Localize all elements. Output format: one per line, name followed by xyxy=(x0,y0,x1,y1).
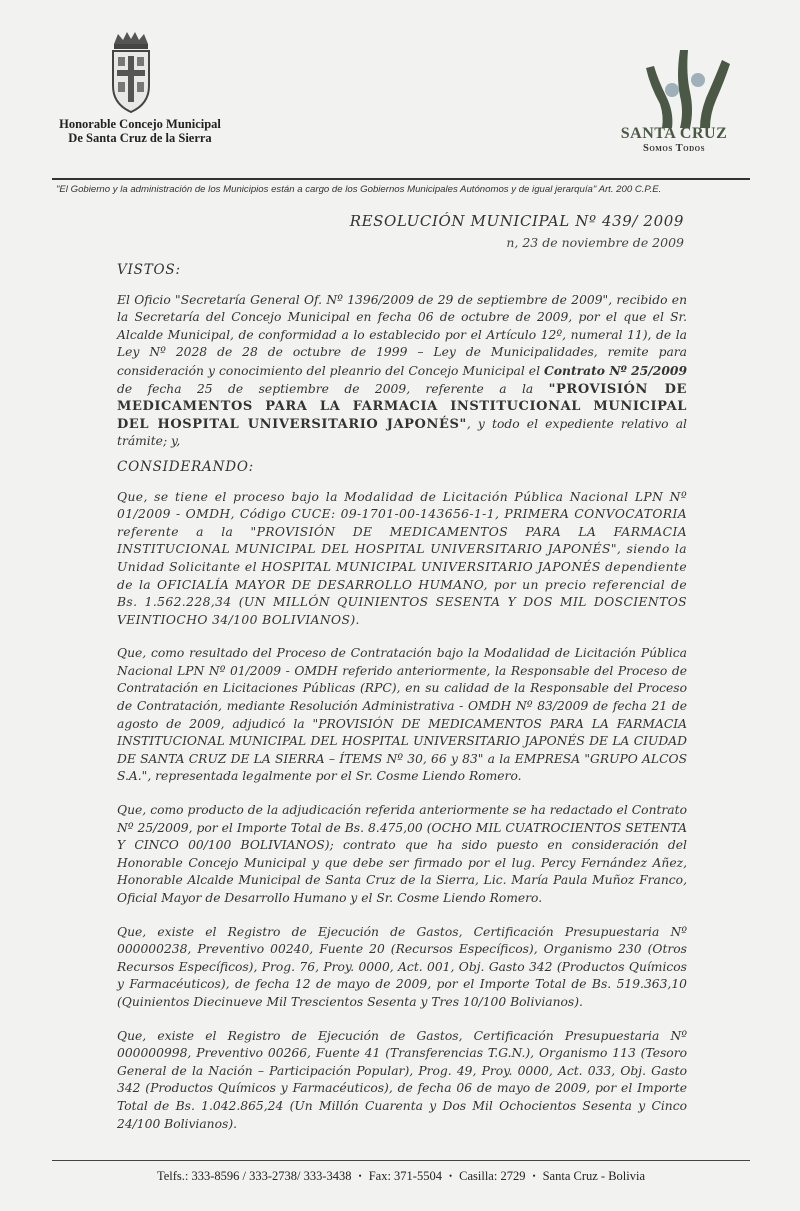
constitution-quote: "El Gobierno y la administración de los Municipios están a cargo de los Gobiernos Municipales Autónomos y de igual jerarquía" Art. 200 C.P.E. xyxy=(56,184,662,195)
document-body xyxy=(117,256,687,1149)
footer-fax: Fax: 371-5504 xyxy=(368,1169,442,1183)
considerando-paragraph-5: Que, existe el Registro de Ejecución de Gastos, Certificación Presupuestaria Nº 000000998, Preventivo 00266, Fuente 41 (Transferencias T.G.N.), Organismo 113 (Tesoro General de la Nación – Participación Popular), Prog. 49, Proy. 0000, Act. 033, Obj. Gasto 342 (Productos Químicos y Farmacéuticos), de fecha 06 de mayo de 2009, por el Importe Total de Bs. 1.042.865,24 (Un Millón Cuarenta y Dos Mil Ochocientos Sesenta y Cinco 24/100 Bolivianos). xyxy=(117,1028,687,1131)
vistos-paragraph xyxy=(117,292,687,451)
footer-location: Santa Cruz - Bolivia xyxy=(542,1169,646,1183)
coat-of-arms-icon xyxy=(108,30,154,116)
considerando-heading: CONSIDERANDO: xyxy=(117,458,255,475)
city-slogan: Somos Todos xyxy=(642,143,705,154)
vistos-text-1: El Oficio "Secretaría General Of. Nº 1396/2009 de 29 de septiembre de 2009", recibido en la Secretaría del Concejo Municipal en fecha 06 de octubre de 2009, por el que el Sr. Alcalde Municipal, de conformidad a lo establecido por el Artículo 12º, numeral 11), de la Ley Nº 2028 de 28 de octubre de 1999 – Ley de Municipalidades, remite para consideración y conocimiento del pleanrio del Concejo Municipal el xyxy=(117,292,687,378)
city-name: SANTA CRUZ xyxy=(620,125,728,142)
considerando-paragraph-2: Que, como resultado del Proceso de Contratación bajo la Modalidad de Licitación Pública Nacional LPN Nº 01/2009 - OMDH referido anteriormente, la Responsable del Proceso de Contratación en Licitaciones Públicas (RPC), en su calidad de la Responsable del Proceso de Contratación, mediante Resolución Administrativa - OMDH Nº 83/2009 de fecha 21 de agosto de 2009, adjudicó la "PROVISIÓN DE MEDICAMENTOS PARA LA FARMACIA INSTITUCIONAL MUNICIPAL DEL HOSPITAL UNIVERSITARIO JAPONÉS DE LA CIUDAD DE SANTA CRUZ DE LA SIERRA – ÍTEMS Nº 30, 66 y 83" a la EMPRESA "GRUPO ALCOS S.A.", representada legalmente por el Sr. Cosme Liendo Romero. xyxy=(117,646,687,784)
footer-separator: • xyxy=(448,1171,453,1181)
footer-phones: Telfs.: 333-8596 / 333-2738/ 333-3438 xyxy=(156,1169,352,1183)
footer-separator: • xyxy=(532,1171,536,1181)
considerando-paragraph-1: Que, se tiene el proceso bajo la Modalidad de Licitación Pública Nacional LPN Nº 01/2009 - OMDH, Código CUCE: 09-1701-00-143656-1-1, PRIMERA CONVOCATORIA referente a la "PROVISIÓN DE MEDICAMENTOS PARA LA FARMACIA INSTITUCIONAL MUNICIPAL DEL HOSPITAL UNIVERSITARIO JAPONÉS", siendo la Unidad Solicitante el HOSPITAL MUNICIPAL UNIVERSITARIO JAPONÉS dependiente de la OFICIALÍA MAYOR DE DESARROLLO HUMANO, por un precio referencial de Bs. 1.562.228,34 (UN MILLÓN QUINIENTOS SESENTA Y DOS MIL DOSCIENTOS VEINTIOCHO 34/100 BOLIVIANOS). xyxy=(117,489,687,627)
header-divider xyxy=(52,178,750,180)
resolution-date: n, 23 de noviembre de 2009 xyxy=(506,235,684,250)
vistos-heading: VISTOS: xyxy=(117,262,181,278)
footer-separator: • xyxy=(358,1171,362,1181)
considerando-paragraph-3: Que, como producto de la adjudicación referida anteriormente se ha redactado el Contrato Nº 25/2009, por el Importe Total de Bs. 8.475,00 (OCHO MIL CUATROCIENTOS SETENTA Y CINCO 00/100 BOLIVIANOS); contrato que ha sido puesto en consideración del Honorable Concejo Municipal y que debe ser firmado por el lug. Percy Fernández Añez, Honorable Alcalde Municipal de Santa Cruz de la Sierra, Lic. María Paula Muñoz Franco, Oficial Mayor de Desarrollo Humano y el Sr. Cosme Liendo Romero. xyxy=(117,803,687,905)
footer-casilla: Casilla: 2729 xyxy=(459,1169,526,1183)
council-name xyxy=(40,117,240,145)
vistos-text-3: , y todo el expediente relativo al trámite; y, xyxy=(117,416,687,449)
considerando-paragraph-4: Que, existe el Registro de Ejecución de Gastos, Certificación Presupuestaria Nº 000000238, Preventivo 00240, Fuente 20 (Recursos Específicos), Organismo 230 (Otros Recursos Específicos), Prog. 76, Proy. 0000, Act. 001, Obj. Gasto 342 (Productos Químicos y Farmacéuticos), de fecha 12 de mayo de 2009, por el Importe Total de Bs. 519.363,10 (Quinientos Diecinueve Mil Trescientos Sesenta y Tres 10/100 Bolivianos). xyxy=(117,924,687,1009)
council-line-2: De Santa Cruz de la Sierra xyxy=(68,131,212,145)
contract-number: Contrato Nº 25/2009 xyxy=(544,362,687,378)
footer-contact xyxy=(52,1169,750,1184)
santa-cruz-logo-icon xyxy=(626,46,736,128)
vistos-text-2: de fecha 25 de septiembre de 2009, referente a la xyxy=(117,381,549,396)
contract-subject: "PROVISIÓN DE MEDICAMENTOS PARA LA FARMACIA INSTITUCIONAL MUNICIPAL DEL HOSPITAL UNIVERSITARIO JAPONÉS" xyxy=(117,381,687,432)
footer-divider xyxy=(52,1160,750,1161)
resolution-title: RESOLUCIÓN MUNICIPAL Nº 439/ 2009 xyxy=(349,212,684,230)
council-line-1: Honorable Concejo Municipal xyxy=(59,117,221,131)
